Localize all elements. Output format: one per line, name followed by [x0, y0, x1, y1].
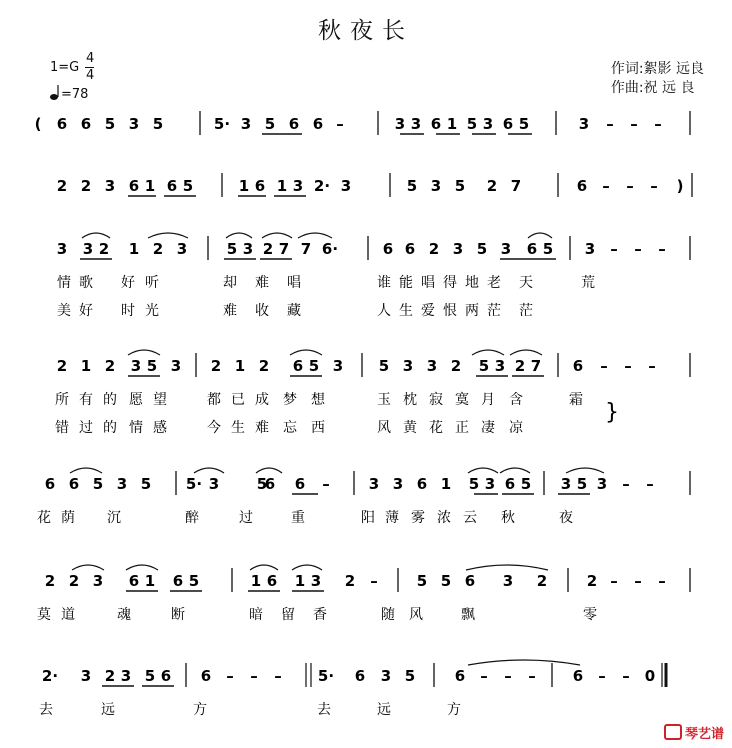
note: 1	[80, 357, 92, 375]
note: 5	[152, 115, 164, 133]
note: –	[622, 667, 630, 685]
note: 2	[152, 240, 164, 258]
note: –	[626, 177, 634, 195]
note: 1	[250, 572, 262, 590]
note: –	[274, 667, 282, 685]
time-signature-top: 4	[86, 51, 95, 66]
slur	[226, 233, 252, 238]
note: 3	[92, 572, 104, 590]
lyric-line2-char: 正	[455, 420, 469, 436]
note: 6	[294, 475, 306, 493]
note: 2·	[41, 667, 59, 685]
note: 7	[300, 240, 312, 258]
lyric-line1-char: 好	[121, 275, 135, 291]
note: 6	[200, 667, 212, 685]
lyric-line2-char: 美	[57, 303, 71, 319]
note: 2	[210, 357, 222, 375]
note: 3	[368, 475, 380, 493]
note: –	[650, 177, 658, 195]
note: 6	[404, 240, 416, 258]
lyric-line2-char: 过	[79, 420, 93, 436]
note: 5	[104, 115, 116, 133]
lyric-line1-char: 荒	[581, 275, 595, 291]
note: 5	[308, 357, 320, 375]
note: 2	[68, 572, 80, 590]
lyric-line2-char: 西	[311, 420, 325, 436]
note: –	[600, 357, 608, 375]
lyric-line2-char: 茫	[487, 303, 501, 319]
note: 6	[502, 115, 514, 133]
note: 2	[44, 572, 56, 590]
note: 6	[160, 667, 172, 685]
lyric-line2-char: 人	[377, 303, 391, 319]
lyric-line1-char: 阳	[361, 510, 375, 526]
note: 6	[504, 475, 516, 493]
lyric-line1-char: 薄	[385, 510, 399, 526]
lyric-line1-char: 零	[583, 607, 597, 623]
note: 5	[404, 667, 416, 685]
note: 6	[416, 475, 428, 493]
lyric-line2-char: 光	[145, 303, 159, 319]
note: 2	[428, 240, 440, 258]
lyric-line1-char: 天	[519, 275, 533, 291]
note: 3	[176, 240, 188, 258]
lyric-line1-char: 地	[465, 275, 479, 291]
note: 3	[394, 115, 406, 133]
note: –	[622, 475, 630, 493]
key-signature: 1=G	[50, 60, 80, 75]
lyric-line1-char: 远	[377, 702, 391, 718]
note: (	[34, 115, 42, 133]
lyric-line2-char: 爱	[421, 303, 435, 319]
lyric-line1-char: 老	[487, 275, 501, 291]
note: –	[336, 115, 344, 133]
note: 6	[128, 572, 140, 590]
lyric-line1-char: 道	[61, 607, 75, 623]
note: 3	[120, 667, 132, 685]
lyric-line2-char: 凄	[481, 420, 495, 436]
note: 6	[354, 667, 366, 685]
note: –	[370, 572, 378, 590]
note: 3	[310, 572, 322, 590]
slur	[510, 350, 542, 355]
note: 3	[56, 240, 68, 258]
slur	[148, 233, 188, 238]
lyric-line1-char: 霜	[569, 392, 583, 408]
lyric-line1-char: 夜	[559, 510, 573, 526]
note: 1	[144, 572, 156, 590]
note: 3	[332, 357, 344, 375]
note: 6	[464, 572, 476, 590]
lyric-line2-char: 风	[377, 420, 391, 436]
note: 3	[104, 177, 116, 195]
note: 6	[292, 357, 304, 375]
note: 3	[494, 357, 506, 375]
note: 3	[500, 240, 512, 258]
lyric-line1-char: 却	[223, 275, 237, 291]
note: 6	[312, 115, 324, 133]
note: 5·	[317, 667, 335, 685]
lyric-line2-char: 收	[255, 303, 269, 319]
note: 3	[578, 115, 590, 133]
lyric-line1-char: 香	[313, 607, 327, 623]
note: 3	[340, 177, 352, 195]
note: –	[648, 357, 656, 375]
note: 1	[276, 177, 288, 195]
lyric-line1-char: 成	[255, 392, 269, 408]
slur	[126, 565, 158, 570]
note: 5	[406, 177, 418, 195]
note: )	[676, 177, 684, 195]
note: –	[250, 667, 258, 685]
lyric-line1-char: 风	[409, 607, 423, 623]
lyric-line1-char: 情	[57, 275, 71, 291]
note: –	[480, 667, 488, 685]
lyric-line1-char: 愿	[129, 392, 143, 408]
note: 5	[182, 177, 194, 195]
lyric-line2-char: 的	[103, 420, 117, 436]
note: 6	[526, 240, 538, 258]
slur	[566, 468, 604, 473]
note: 3	[116, 475, 128, 493]
slur	[290, 350, 322, 355]
lyric-line1-char: 得	[443, 275, 457, 291]
note: 6	[68, 475, 80, 493]
note: 2	[514, 357, 526, 375]
note: 6	[430, 115, 442, 133]
note: 6	[266, 572, 278, 590]
note: 2	[344, 572, 356, 590]
lyric-line2-char: 错	[55, 420, 69, 436]
note: 3	[80, 667, 92, 685]
note: 2	[486, 177, 498, 195]
note: 2	[98, 240, 110, 258]
note: –	[504, 667, 512, 685]
note: –	[226, 667, 234, 685]
lyric-line1-char: 月	[481, 392, 495, 408]
note: 5	[518, 115, 530, 133]
note: 5	[520, 475, 532, 493]
note: 3	[128, 115, 140, 133]
note: 3	[502, 572, 514, 590]
lyric-line1-char: 醉	[185, 510, 199, 526]
note: 5	[140, 475, 152, 493]
slur	[466, 565, 548, 570]
note: 5	[416, 572, 428, 590]
lyric-line2-char: 恨	[443, 303, 457, 319]
lyric-line1-char: 花	[37, 510, 51, 526]
note: 6	[254, 177, 266, 195]
note: 6·	[321, 240, 339, 258]
lyric-line1-char: 云	[463, 510, 477, 526]
lyric-line1-char: 玉	[377, 392, 391, 408]
note: 3	[380, 667, 392, 685]
lyric-line2-char: 茫	[519, 303, 533, 319]
lyric-line1-char: 有	[79, 392, 93, 408]
lyric-line1-char: 莫	[37, 607, 51, 623]
lyric-line2-char: 花	[429, 420, 443, 436]
lyric-line1-char: 过	[239, 510, 253, 526]
lyric-line1-char: 的	[103, 392, 117, 408]
lyric-line1-char: 方	[193, 702, 207, 718]
slur	[70, 468, 102, 473]
lyric-line1-char: 歌	[79, 275, 93, 291]
note: 2	[258, 357, 270, 375]
note: 2	[80, 177, 92, 195]
note: 5	[478, 357, 490, 375]
note: 3	[410, 115, 422, 133]
note: 3	[170, 357, 182, 375]
note: 1	[128, 240, 140, 258]
note: –	[646, 475, 654, 493]
lyric-line1-char: 唱	[287, 275, 301, 291]
note: –	[658, 572, 666, 590]
lyric-line1-char: 谁	[377, 275, 391, 291]
slur	[250, 565, 278, 570]
note: 2	[450, 357, 462, 375]
lyric-line1-char: 所	[55, 392, 69, 408]
note: 5	[92, 475, 104, 493]
note: –	[654, 115, 662, 133]
lyric-line2-char: 两	[465, 303, 479, 319]
note: 6	[264, 475, 276, 493]
song-title: 秋夜长	[318, 18, 414, 44]
note: 5	[378, 357, 390, 375]
note: 3	[584, 240, 596, 258]
note: 6	[382, 240, 394, 258]
note: 1	[238, 177, 250, 195]
slur	[500, 468, 530, 473]
lyric-line1-char: 唱	[421, 275, 435, 291]
lyric-line1-char: 已	[231, 392, 245, 408]
lyric-line1-char: 随	[381, 607, 395, 623]
verse-brace: }	[605, 400, 619, 425]
slur	[472, 350, 504, 355]
note: 3	[484, 475, 496, 493]
note: 2	[586, 572, 598, 590]
slur	[194, 468, 224, 473]
lyric-line2-char: 生	[231, 420, 245, 436]
lyric-line1-char: 去	[317, 702, 331, 718]
note: –	[528, 667, 536, 685]
note: 1	[294, 572, 306, 590]
lyric-line2-char: 难	[223, 303, 237, 319]
lyric-line1-char: 寞	[455, 392, 469, 408]
lyric-line1-char: 望	[153, 392, 167, 408]
note: 2	[536, 572, 548, 590]
note: –	[630, 115, 638, 133]
site-logo: 琴艺谱	[664, 723, 724, 742]
note: 3	[242, 240, 254, 258]
slur	[292, 565, 322, 570]
note: 5·	[185, 475, 203, 493]
note: 5·	[213, 115, 231, 133]
lyric-line2-char: 时	[121, 303, 135, 319]
note: 6	[576, 177, 588, 195]
note: –	[634, 572, 642, 590]
lyric-line2-char: 忘	[283, 420, 297, 436]
lyric-line1-char: 方	[447, 702, 461, 718]
lyric-line1-char: 魂	[117, 607, 131, 623]
note: 6	[288, 115, 300, 133]
note: 2·	[313, 177, 331, 195]
note: 6	[172, 572, 184, 590]
note: 3	[130, 357, 142, 375]
note: 3	[560, 475, 572, 493]
note: 2	[56, 357, 68, 375]
note: 5	[542, 240, 554, 258]
lyric-line1-char: 想	[311, 392, 325, 408]
lyric-line2-char: 好	[79, 303, 93, 319]
lyric-line1-char: 枕	[403, 392, 417, 408]
note: 7	[278, 240, 290, 258]
note: 5	[454, 177, 466, 195]
lyric-line1-char: 能	[399, 275, 413, 291]
slur	[298, 233, 332, 238]
lyric-line1-char: 梦	[283, 392, 297, 408]
slur	[528, 233, 552, 238]
note: –	[624, 357, 632, 375]
lyric-line1-char: 飘	[461, 607, 475, 623]
time-signature-bottom: 4	[86, 68, 95, 83]
lyric-line1-char: 重	[291, 510, 305, 526]
note: 3	[208, 475, 220, 493]
note: 2	[104, 357, 116, 375]
lyric-line1-char: 寂	[429, 392, 443, 408]
note: 3	[452, 240, 464, 258]
note: –	[610, 240, 618, 258]
note: 1	[234, 357, 246, 375]
note: 3	[482, 115, 494, 133]
composer: 作曲:祝 远 良	[610, 80, 695, 96]
lyric-line2-char: 黄	[403, 420, 417, 436]
note: 6	[454, 667, 466, 685]
note: 0	[644, 667, 656, 685]
note: 6	[572, 667, 584, 685]
note: 6	[572, 357, 584, 375]
tempo-marking: =78	[61, 87, 89, 102]
note: 3	[292, 177, 304, 195]
note: 1	[446, 115, 458, 133]
note: 5	[226, 240, 238, 258]
note: 2	[262, 240, 274, 258]
lyric-line1-char: 听	[145, 275, 159, 291]
note: 5	[466, 115, 478, 133]
note: 5	[468, 475, 480, 493]
note: –	[602, 177, 610, 195]
lyric-line1-char: 荫	[61, 510, 75, 526]
note: 2	[56, 177, 68, 195]
note: 3	[240, 115, 252, 133]
slur	[128, 350, 160, 355]
lyric-line1-char: 沉	[107, 510, 121, 526]
note: 5	[440, 572, 452, 590]
note: 1	[144, 177, 156, 195]
note: 5	[576, 475, 588, 493]
note: 6	[166, 177, 178, 195]
note: 6	[56, 115, 68, 133]
slur	[72, 565, 104, 570]
lyric-line2-char: 生	[399, 303, 413, 319]
note: 3	[82, 240, 94, 258]
lyric-line1-char: 含	[509, 392, 523, 408]
note: 3	[430, 177, 442, 195]
lyric-line2-char: 情	[129, 420, 143, 436]
note: –	[598, 667, 606, 685]
slur	[82, 233, 110, 238]
lyric-line2-char: 凉	[509, 420, 523, 436]
lyric-line1-char: 远	[101, 702, 115, 718]
note: 5	[188, 572, 200, 590]
note: –	[634, 240, 642, 258]
lyricist: 作词:絮影 远良	[610, 61, 704, 77]
note: –	[322, 475, 330, 493]
note: 6	[80, 115, 92, 133]
note: 3	[402, 357, 414, 375]
note: –	[606, 115, 614, 133]
note: 5	[476, 240, 488, 258]
lyric-line1-char: 断	[171, 607, 185, 623]
note: 3	[596, 475, 608, 493]
note: 6	[44, 475, 56, 493]
lyric-line1-char: 雾	[411, 510, 425, 526]
lyric-line2-char: 今	[207, 420, 221, 436]
note: 3	[392, 475, 404, 493]
logo-icon	[664, 724, 682, 740]
slur	[468, 468, 498, 473]
slur	[256, 468, 282, 473]
note: 5	[144, 667, 156, 685]
note: 7	[510, 177, 522, 195]
lyric-line2-char: 藏	[287, 303, 301, 319]
lyric-line1-char: 暗	[249, 607, 263, 623]
note: 5	[264, 115, 276, 133]
note: 7	[530, 357, 542, 375]
lyric-line2-char: 感	[153, 420, 167, 436]
lyric-line1-char: 秋	[501, 510, 515, 526]
note: 6	[128, 177, 140, 195]
lyric-line1-char: 都	[207, 392, 221, 408]
note: 2	[104, 667, 116, 685]
slur	[468, 660, 580, 665]
note: 5	[146, 357, 158, 375]
slur	[262, 233, 292, 238]
note: –	[658, 240, 666, 258]
note: 3	[426, 357, 438, 375]
note: –	[610, 572, 618, 590]
lyric-line1-char: 浓	[437, 510, 451, 526]
lyric-line1-char: 留	[281, 607, 295, 623]
lyric-line1-char: 难	[255, 275, 269, 291]
lyric-line2-char: 难	[255, 420, 269, 436]
note: 1	[440, 475, 452, 493]
note: 5	[256, 475, 268, 493]
lyric-line1-char: 去	[39, 702, 53, 718]
